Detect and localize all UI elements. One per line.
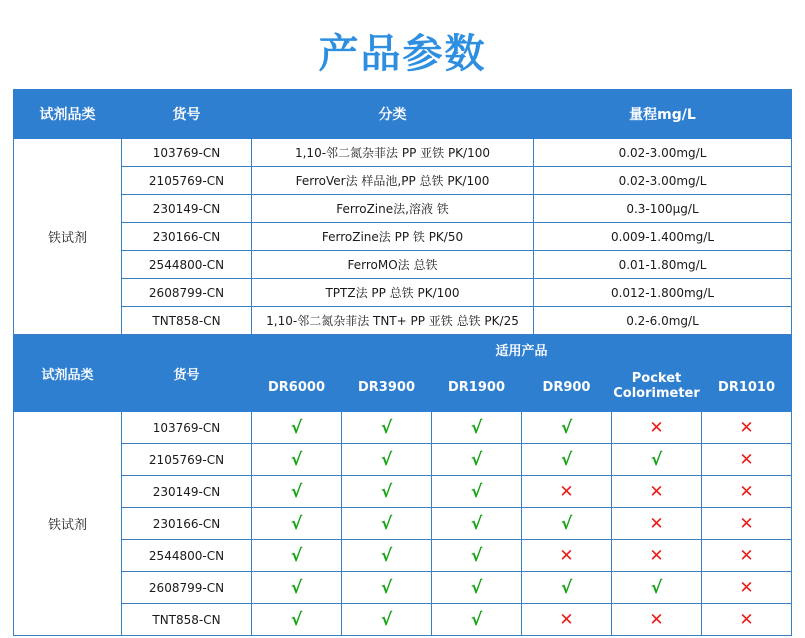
table-row xyxy=(14,412,792,444)
cell-code: TNT858-CN xyxy=(122,307,252,335)
category-cell: 铁试剂 xyxy=(14,412,122,636)
cell-classification: FerroVer法 样品池,PP 总铁 PK/100 xyxy=(252,167,534,195)
compatibility-table xyxy=(13,335,792,636)
support-mark: √ xyxy=(342,572,432,604)
cell-range: 0.02-3.00mg/L xyxy=(534,167,792,195)
table-row xyxy=(14,195,792,223)
cell-range: 0.009-1.400mg/L xyxy=(534,223,792,251)
table-row xyxy=(14,508,792,540)
column-header-code: 货号 xyxy=(122,336,252,412)
support-mark: √ xyxy=(342,604,432,636)
support-mark: ✕ xyxy=(702,604,792,636)
cell-range: 0.02-3.00mg/L xyxy=(534,139,792,167)
cell-code: 103769-CN xyxy=(122,139,252,167)
support-mark: ✕ xyxy=(702,412,792,444)
support-mark: √ xyxy=(612,572,702,604)
column-header-category: 试剂品类 xyxy=(14,336,122,412)
support-mark: √ xyxy=(252,444,342,476)
cell-classification: FerroZine法,溶液 铁 xyxy=(252,195,534,223)
support-mark: ✕ xyxy=(702,444,792,476)
cell-classification: 1,10-邻二氮杂菲法 PP 亚铁 PK/100 xyxy=(252,139,534,167)
support-mark: √ xyxy=(342,412,432,444)
table-row xyxy=(14,307,792,335)
cell-range: 0.01-1.80mg/L xyxy=(534,251,792,279)
compat-group-header-row xyxy=(14,336,792,363)
column-header-range: 量程mg/L xyxy=(534,90,792,139)
group-header-applicable-products: 适用产品 xyxy=(252,336,792,363)
support-mark: ✕ xyxy=(612,604,702,636)
table-row xyxy=(14,476,792,508)
support-mark: √ xyxy=(252,476,342,508)
support-mark: ✕ xyxy=(522,604,612,636)
cell-code: 2544800-CN xyxy=(122,540,252,572)
table-row xyxy=(14,444,792,476)
cell-code: 2608799-CN xyxy=(122,279,252,307)
cell-code: 2608799-CN xyxy=(122,572,252,604)
support-mark: √ xyxy=(522,572,612,604)
support-mark: √ xyxy=(432,508,522,540)
support-mark: ✕ xyxy=(702,572,792,604)
column-header-code: 货号 xyxy=(122,90,252,139)
table-row xyxy=(14,540,792,572)
support-mark: ✕ xyxy=(612,540,702,572)
cell-code: TNT858-CN xyxy=(122,604,252,636)
cell-code: 2544800-CN xyxy=(122,251,252,279)
support-mark: √ xyxy=(522,412,612,444)
support-mark: √ xyxy=(252,412,342,444)
support-mark: √ xyxy=(522,444,612,476)
cell-classification: FerroMO法 总铁 xyxy=(252,251,534,279)
support-mark: ✕ xyxy=(612,508,702,540)
support-mark: ✕ xyxy=(522,540,612,572)
support-mark: √ xyxy=(432,412,522,444)
cell-range: 0.012-1.800mg/L xyxy=(534,279,792,307)
specifications-table xyxy=(13,89,792,335)
support-mark: ✕ xyxy=(702,508,792,540)
cell-classification: 1,10-邻二氮杂菲法 TNT+ PP 亚铁 总铁 PK/25 xyxy=(252,307,534,335)
table-row xyxy=(14,223,792,251)
column-header-dr1010: DR1010 xyxy=(702,363,792,412)
table-row xyxy=(14,604,792,636)
support-mark: √ xyxy=(432,540,522,572)
table-row xyxy=(14,572,792,604)
column-header-dr6000: DR6000 xyxy=(252,363,342,412)
support-mark: ✕ xyxy=(612,476,702,508)
cell-code: 2105769-CN xyxy=(122,444,252,476)
column-header-dr3900: DR3900 xyxy=(342,363,432,412)
support-mark: √ xyxy=(522,508,612,540)
cell-range: 0.2-6.0mg/L xyxy=(534,307,792,335)
cell-code: 230166-CN xyxy=(122,223,252,251)
support-mark: √ xyxy=(432,444,522,476)
support-mark: √ xyxy=(342,444,432,476)
support-mark: √ xyxy=(612,444,702,476)
category-cell: 铁试剂 xyxy=(14,139,122,335)
support-mark: √ xyxy=(252,604,342,636)
cell-code: 2105769-CN xyxy=(122,167,252,195)
support-mark: √ xyxy=(252,508,342,540)
support-mark: ✕ xyxy=(612,412,702,444)
table-row xyxy=(14,251,792,279)
cell-range: 0.3-100µg/L xyxy=(534,195,792,223)
cell-classification: TPTZ法 PP 总铁 PK/100 xyxy=(252,279,534,307)
support-mark: ✕ xyxy=(522,476,612,508)
table-row xyxy=(14,139,792,167)
support-mark: √ xyxy=(432,476,522,508)
column-header-category: 试剂品类 xyxy=(14,90,122,139)
cell-code: 230149-CN xyxy=(122,195,252,223)
cell-code: 230166-CN xyxy=(122,508,252,540)
support-mark: √ xyxy=(432,604,522,636)
table-row xyxy=(14,167,792,195)
support-mark: √ xyxy=(342,508,432,540)
support-mark: √ xyxy=(432,572,522,604)
support-mark: ✕ xyxy=(702,476,792,508)
cell-classification: FerroZine法 PP 铁 PK/50 xyxy=(252,223,534,251)
column-header-dr900: DR900 xyxy=(522,363,612,412)
table-header-row xyxy=(14,90,792,139)
column-header-dr1900: DR1900 xyxy=(432,363,522,412)
support-mark: √ xyxy=(342,476,432,508)
cell-code: 230149-CN xyxy=(122,476,252,508)
support-mark: √ xyxy=(252,572,342,604)
support-mark: √ xyxy=(342,540,432,572)
support-mark: ✕ xyxy=(702,540,792,572)
support-mark: √ xyxy=(252,540,342,572)
table-row xyxy=(14,279,792,307)
column-header-pocket-colorimeter: Pocket Colorimeter xyxy=(612,363,702,412)
column-header-classification: 分类 xyxy=(252,90,534,139)
page-title: 产品参数 xyxy=(318,31,487,77)
cell-code: 103769-CN xyxy=(122,412,252,444)
